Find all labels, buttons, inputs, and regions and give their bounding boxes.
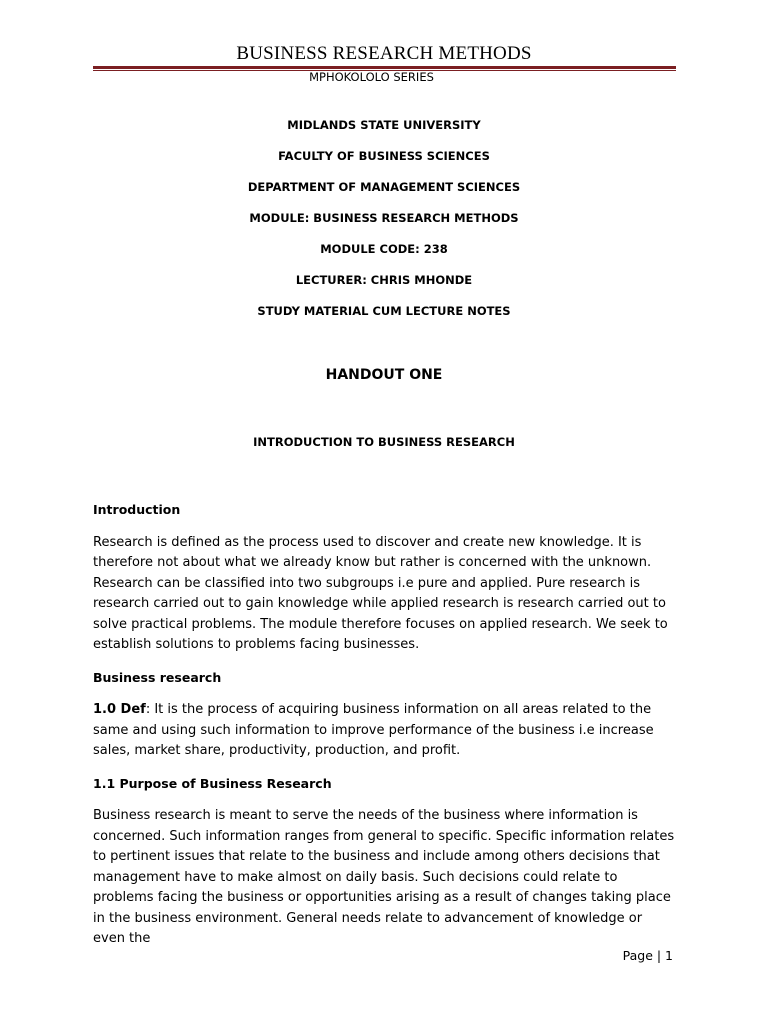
- department-name: DEPARTMENT OF MANAGEMENT SCIENCES: [247, 180, 521, 194]
- header-rule: [93, 66, 676, 69]
- university-name: MIDLANDS STATE UNIVERSITY: [287, 118, 481, 132]
- handout-title: HANDOUT ONE: [325, 367, 443, 383]
- business-research-heading: Business research: [93, 669, 222, 685]
- page-number: Page | 1: [622, 948, 673, 963]
- faculty-name: FACULTY OF BUSINESS SCIENCES: [278, 149, 490, 163]
- material-type: STUDY MATERIAL CUM LECTURE NOTES: [257, 304, 511, 318]
- running-header-title: BUSINESS RESEARCH METHODS: [236, 43, 532, 64]
- purpose-heading: 1.1 Purpose of Business Research: [93, 775, 332, 791]
- intro-paragraph: Research is defined as the process used to discover and create new knowledge. It is therefore not about what we already know but rather is concerned with the unknown. Research can be classified into two subgroups i.e pure and applied. Pure research is research carried out to gain knowledge while applied research is research carried out to solve practical problems. The module therefore focuses on applied research. We seek to establish solutions to problems facing businesses.: [93, 534, 668, 652]
- definition-text: : It is the process of acquiring business information on all areas related to the same and using such information to improve performance of the business i.e increase sales, market share, productivity, production, and profit.: [93, 702, 654, 758]
- definition-label: 1.0 Def: [93, 702, 146, 717]
- document-body: [93, 500, 676, 962]
- chapter-title: INTRODUCTION TO BUSINESS RESEARCH: [253, 435, 515, 449]
- module-name: MODULE: BUSINESS RESEARCH METHODS: [249, 211, 519, 225]
- definition-paragraph: [93, 700, 676, 762]
- lecturer-name: LECTURER: CHRIS MHONDE: [295, 273, 473, 287]
- intro-heading: Introduction: [93, 502, 181, 517]
- series-name: MPHOKOLOLO SERIES: [309, 70, 434, 84]
- module-code: MODULE CODE: 238: [320, 242, 448, 256]
- purpose-paragraph: Business research is meant to serve the needs of the business where information is concerned. Such information ranges from general to specific. Specific information relates to pertinent issues that relate to the business and include among others decisions that management have to make almost on daily basis. Such decisions could relate to problems facing the business or opportunities arising as a result of changes taking place in the business environment. General needs relate to advancement of knowledge or even the: [93, 808, 675, 946]
